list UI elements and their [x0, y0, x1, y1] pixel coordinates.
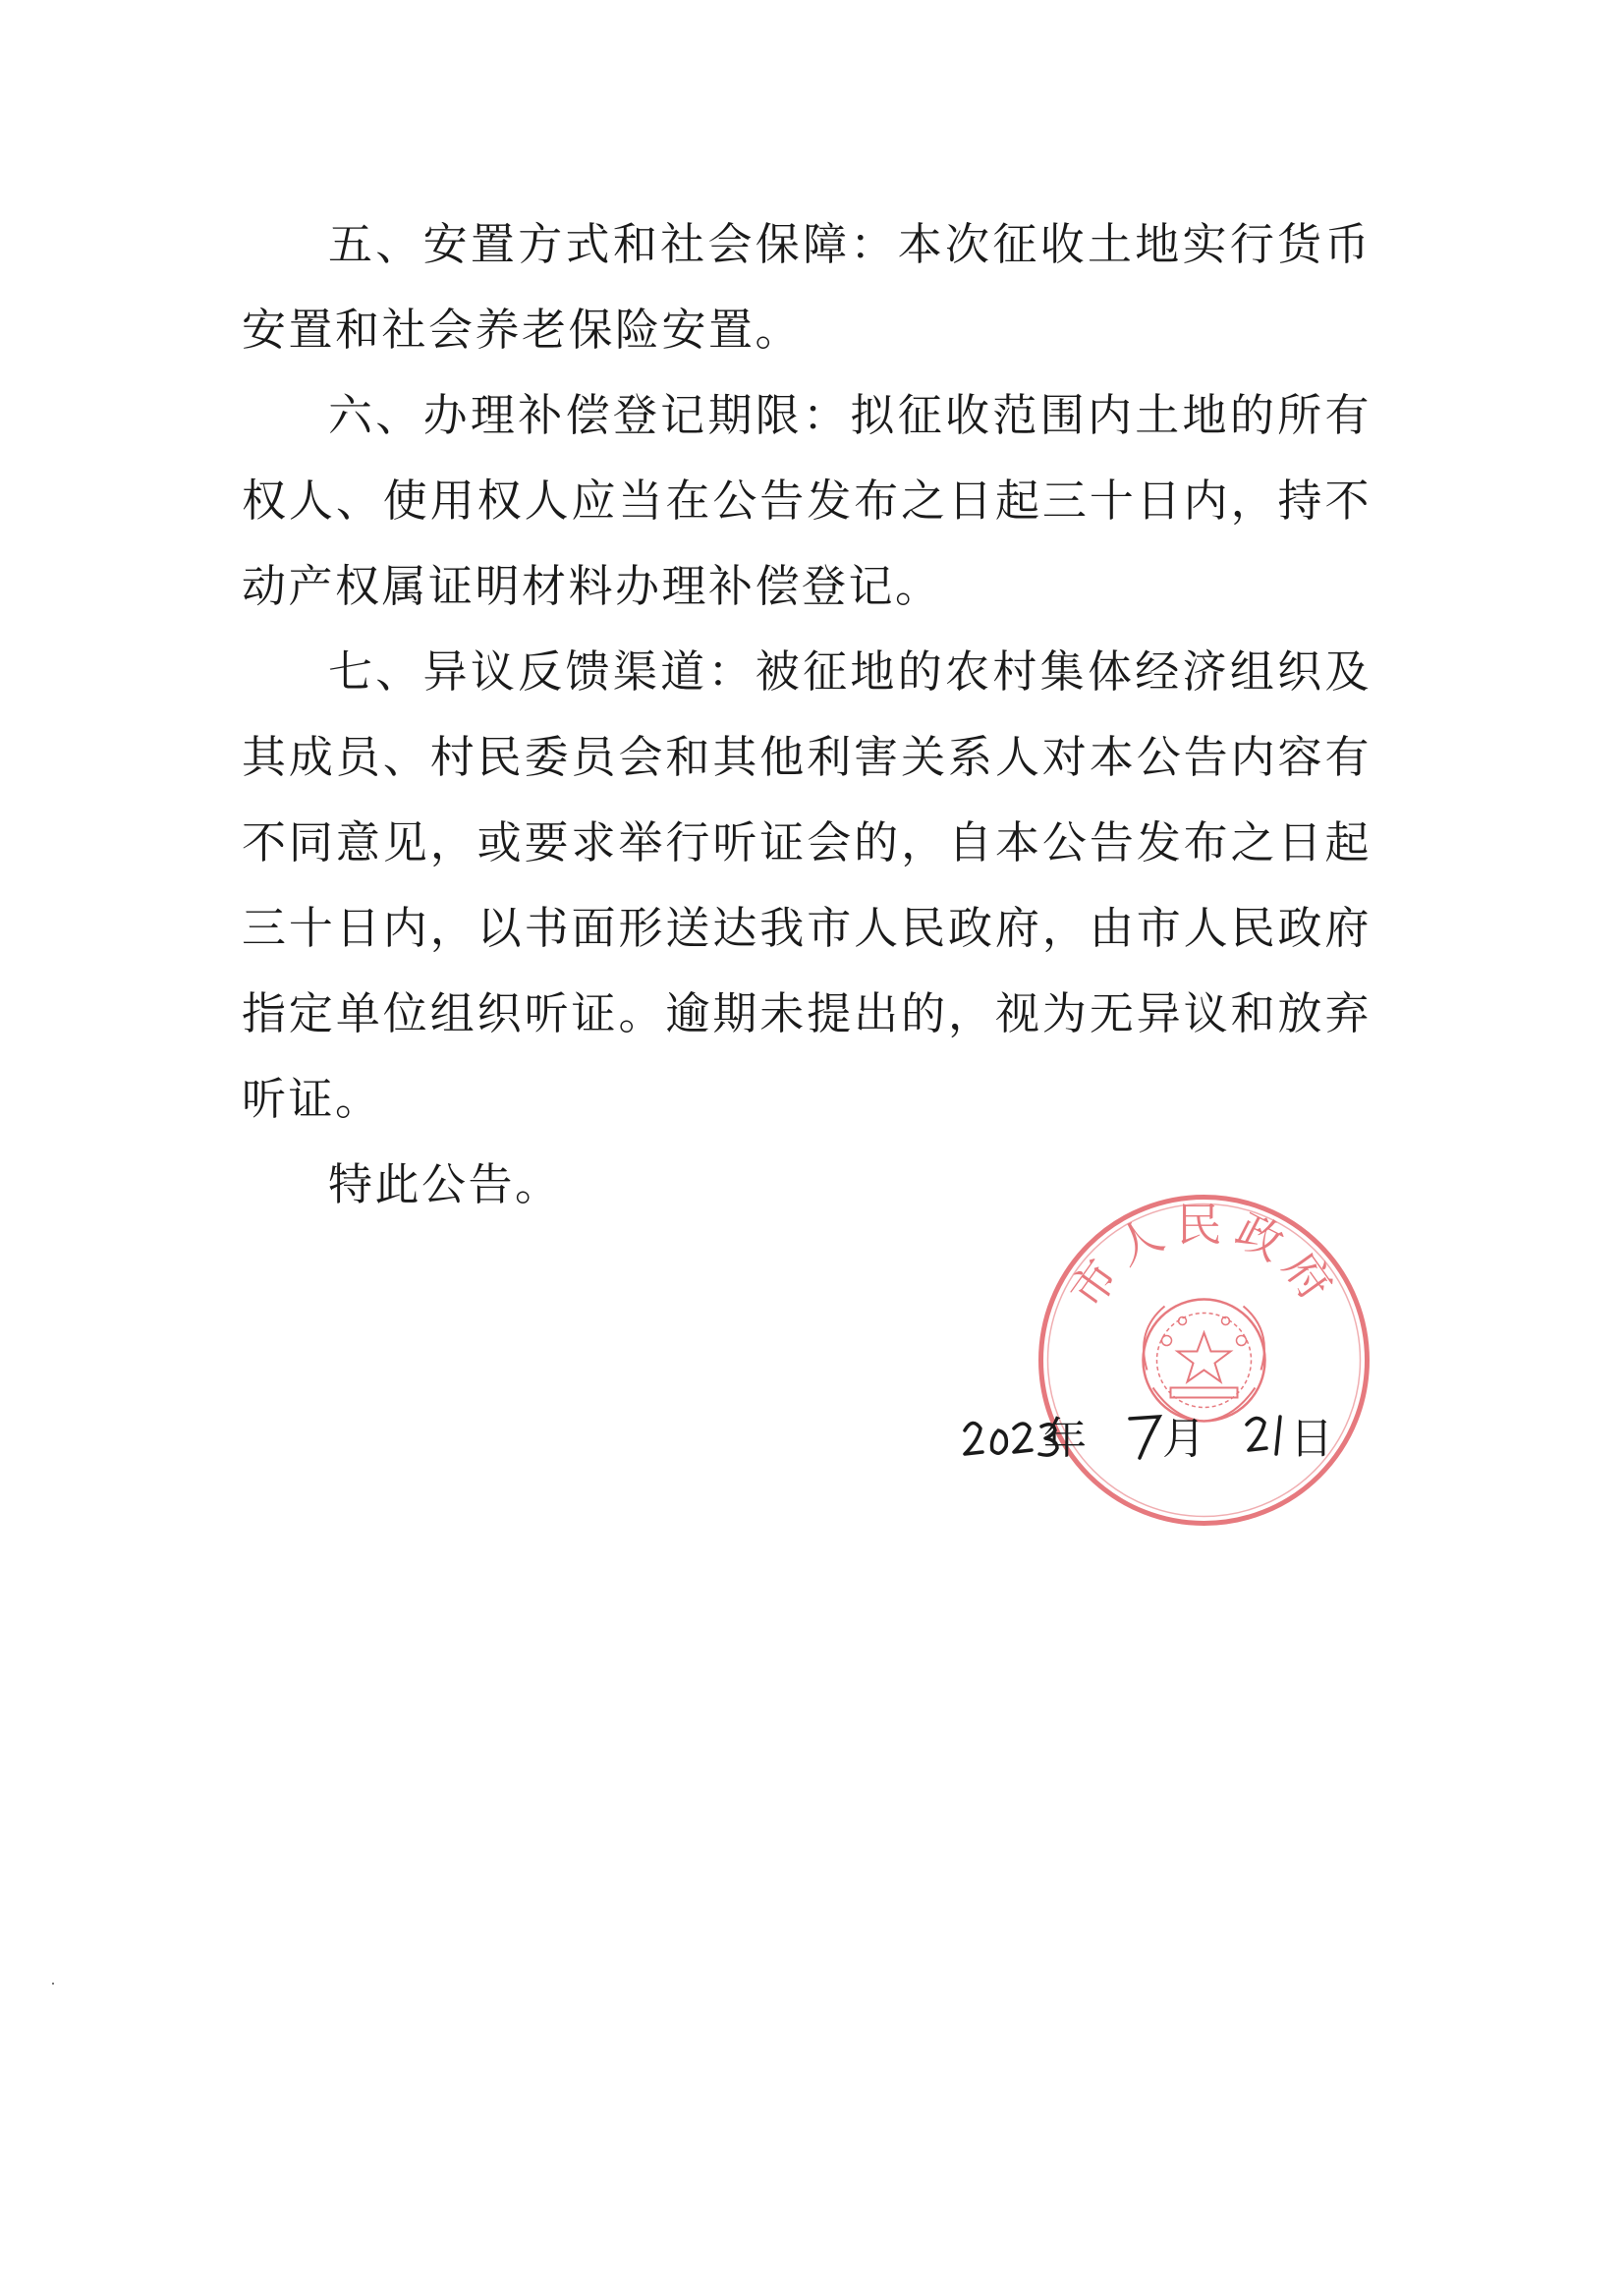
month-char: 月: [1162, 1414, 1205, 1464]
svg-text:市人民政府: 市人民政府: [1059, 1198, 1349, 1318]
handwritten-day: [1243, 1407, 1294, 1464]
notice-body: [242, 201, 1372, 1227]
paragraph-objection-channel: 七、异议反馈渠道：被征地的农村集体经济组织及其成员、村民委员会和其他利害关系人对本公告内容有不同意见，或要求举行听证会的，自本公告发布之日起三十日内，以书面形送达我市人民政府，由市人民政府指定单位组织听证。逾期未提出的，视为无异议和放弃听证。: [242, 645, 1372, 1125]
signature-date: [961, 1395, 1354, 1474]
scan-speck: [52, 1983, 54, 1985]
official-seal-icon: [1035, 1191, 1373, 1530]
paragraph-closing: 特此公告。: [328, 1158, 562, 1210]
day-char: 日: [1290, 1414, 1333, 1464]
paragraph-resettlement: 五、安置方式和社会保障：本次征收土地实行货币安置和社会养老保险安置。: [242, 218, 1372, 356]
year-char: 年: [1043, 1414, 1087, 1464]
paragraph-registration-deadline: 六、办理补偿登记期限：拟征收范围内土地的所有权人、使用权人应当在公告发布之日起三十日内，持不动产权属证明材料办理补偿登记。: [242, 389, 1372, 612]
handwritten-month: [1126, 1405, 1165, 1464]
